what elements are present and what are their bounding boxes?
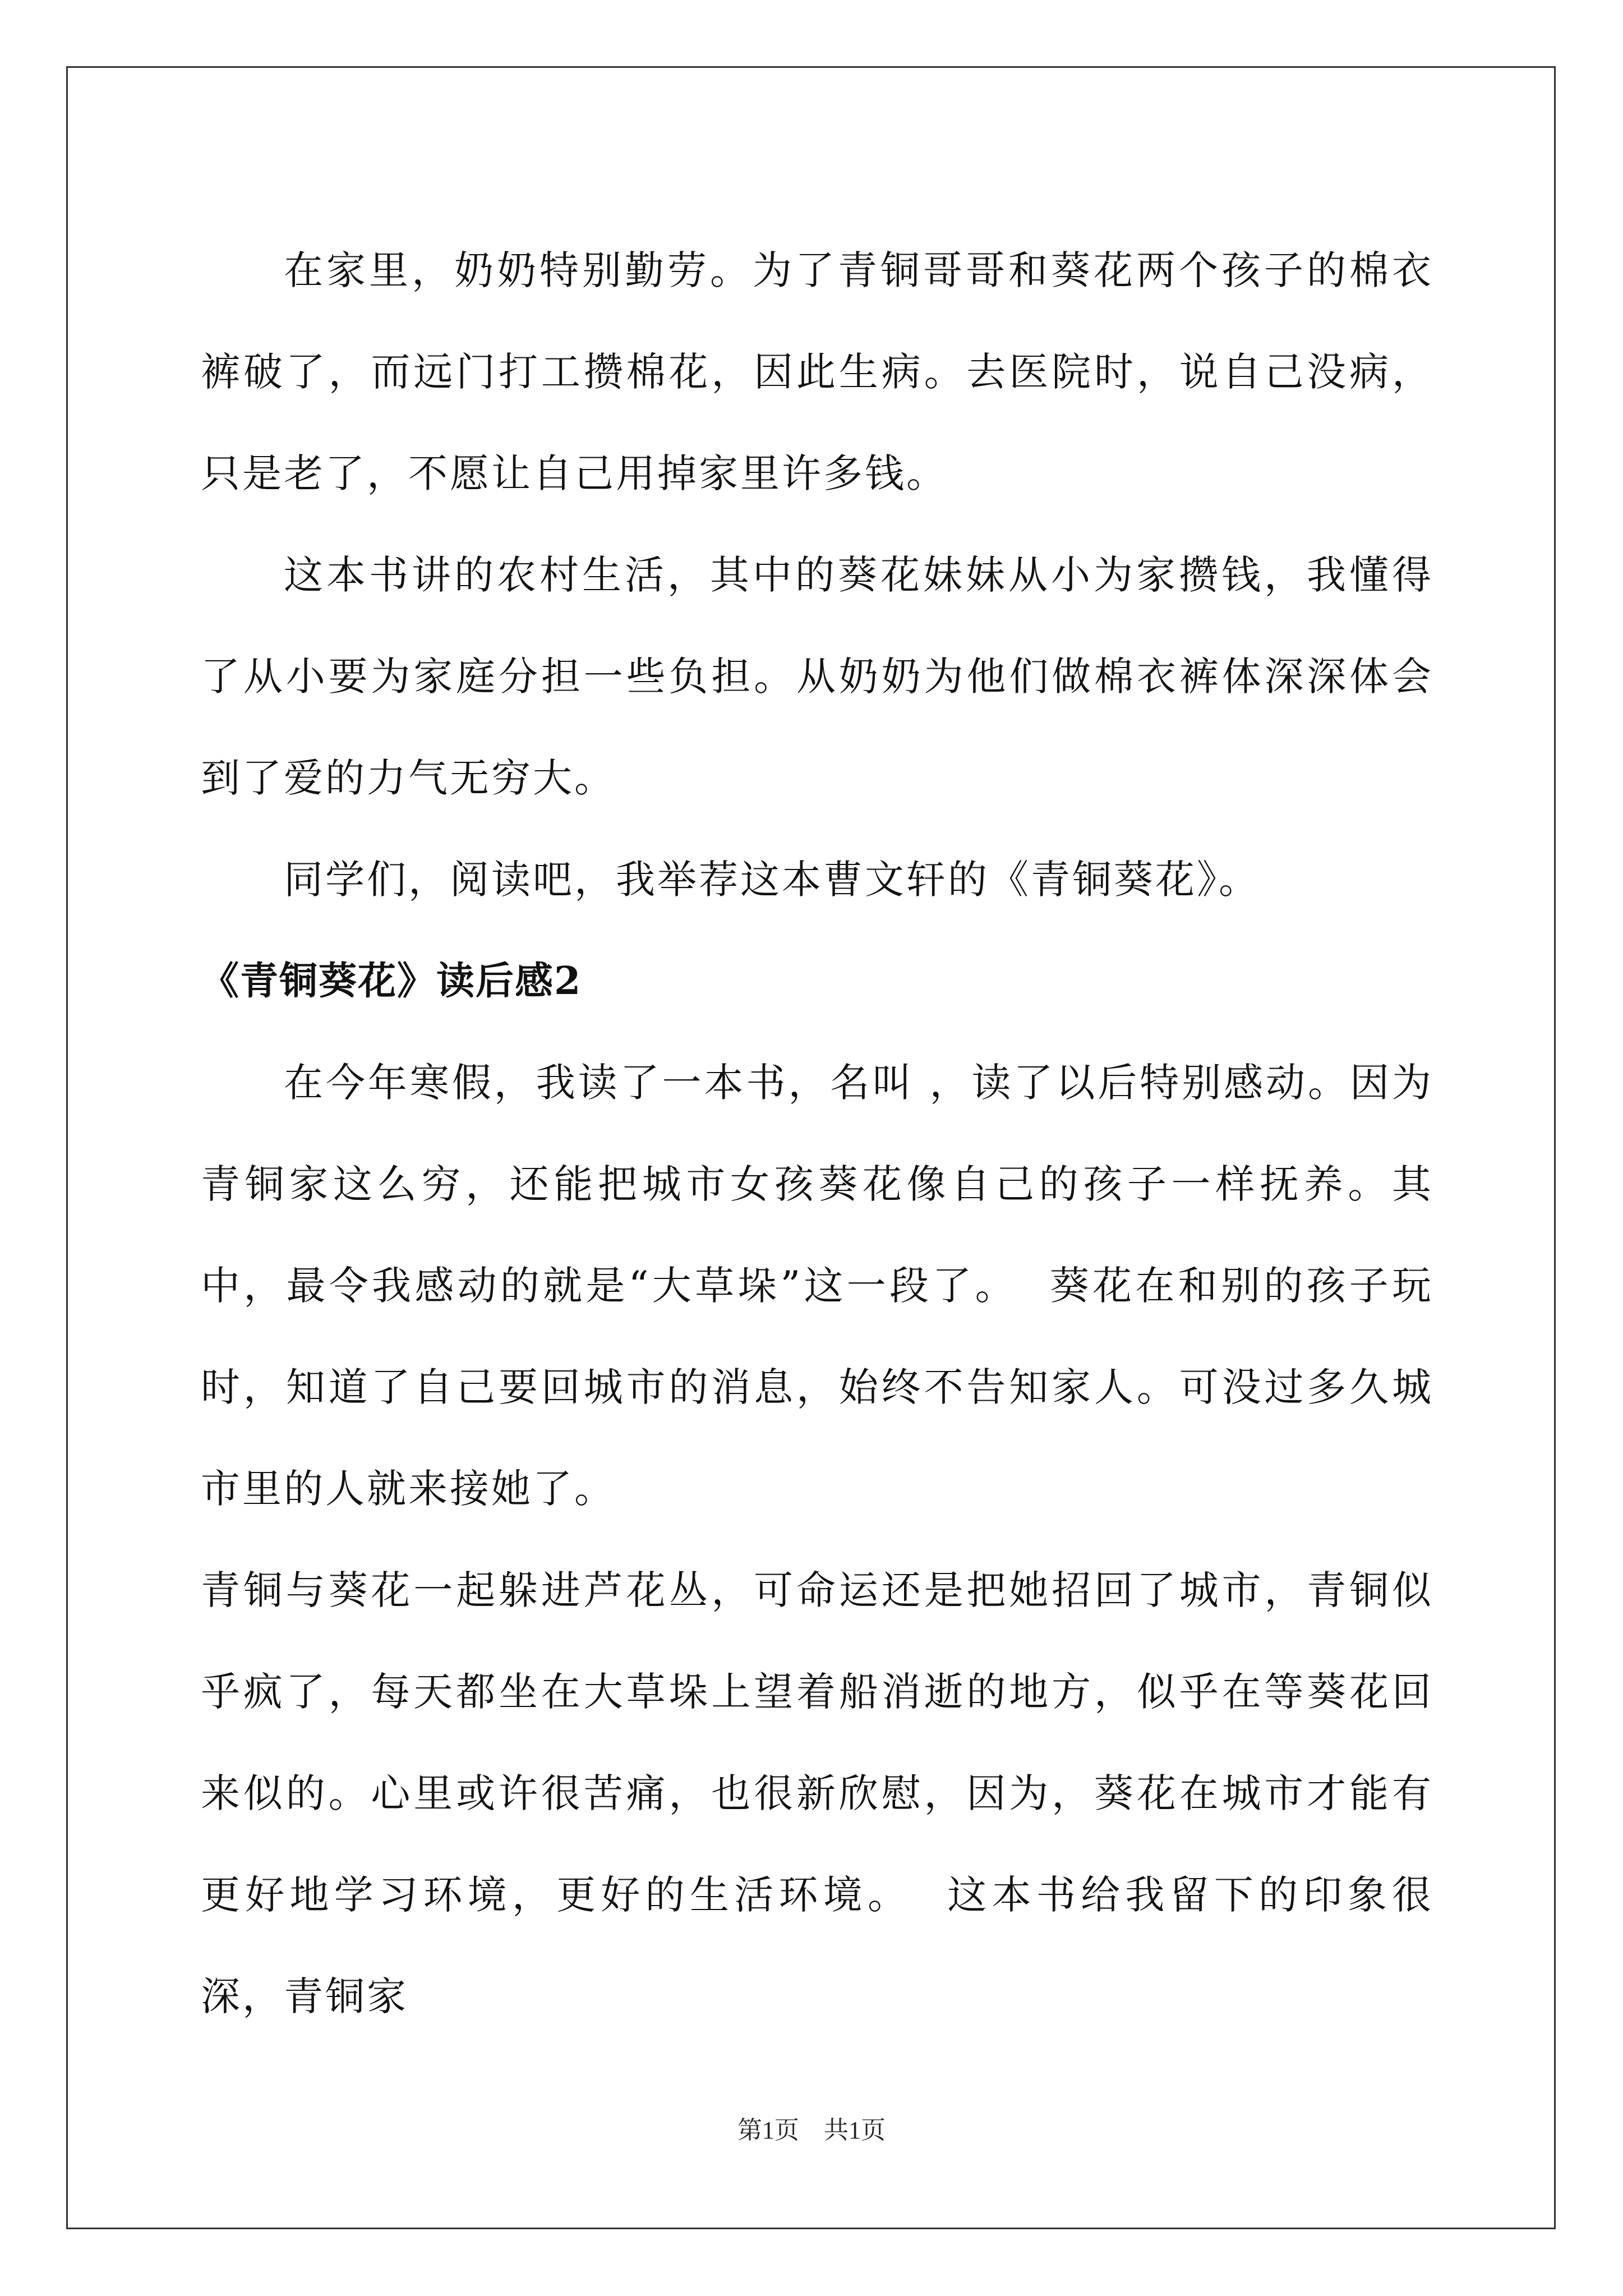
- section-heading: 《青铜葵花》读后感2: [201, 959, 582, 1004]
- document-body: [201, 220, 1433, 2047]
- paragraph-2: 这本书讲的农村生活，其中的葵花妹妹从小为家攒钱，我懂得了从小要为家庭分担一些负担。从奶奶为他们做棉衣裤体深深体会到了爱的力气无穷大。: [201, 552, 1433, 801]
- paragraph-3: 同学们，阅读吧，我举荐这本曹文轩的《青铜葵花》。: [284, 857, 1260, 903]
- page-footer: 第1页 共1页: [737, 2116, 886, 2144]
- paragraph-5: 青铜与葵花一起躲进芦花丛，可命运还是把她招回了城市，青铜似乎疯了，每天都坐在大草垛上望着船消逝的地方，似乎在等葵花回来似的。心里或许很苦痛，也很新欣慰，因为，葵花在城市才能有更好地学习环境，更好的生活环境。 这本书给我留下的印象很深，青铜家: [201, 1567, 1433, 2019]
- paragraph-4: 在今年寒假，我读了一本书，名叫 ，读了以后特别感动。因为青铜家这么穷，还能把城市女孩葵花像自己的孩子一样抚养。其中，最令我感动的就是“大草垛”这一段了。 葵花在和别的孩子玩时，知道了自己要回城市的消息，始终不告知家人。可没过多久城市里的人就来接她了。: [201, 1060, 1433, 1512]
- paragraph-1: 在家里，奶奶特别勤劳。为了青铜哥哥和葵花两个孩子的棉衣裤破了，而远门打工攒棉花，因此生病。去医院时，说自己没病，只是老了，不愿让自己用掉家里许多钱。: [201, 247, 1433, 496]
